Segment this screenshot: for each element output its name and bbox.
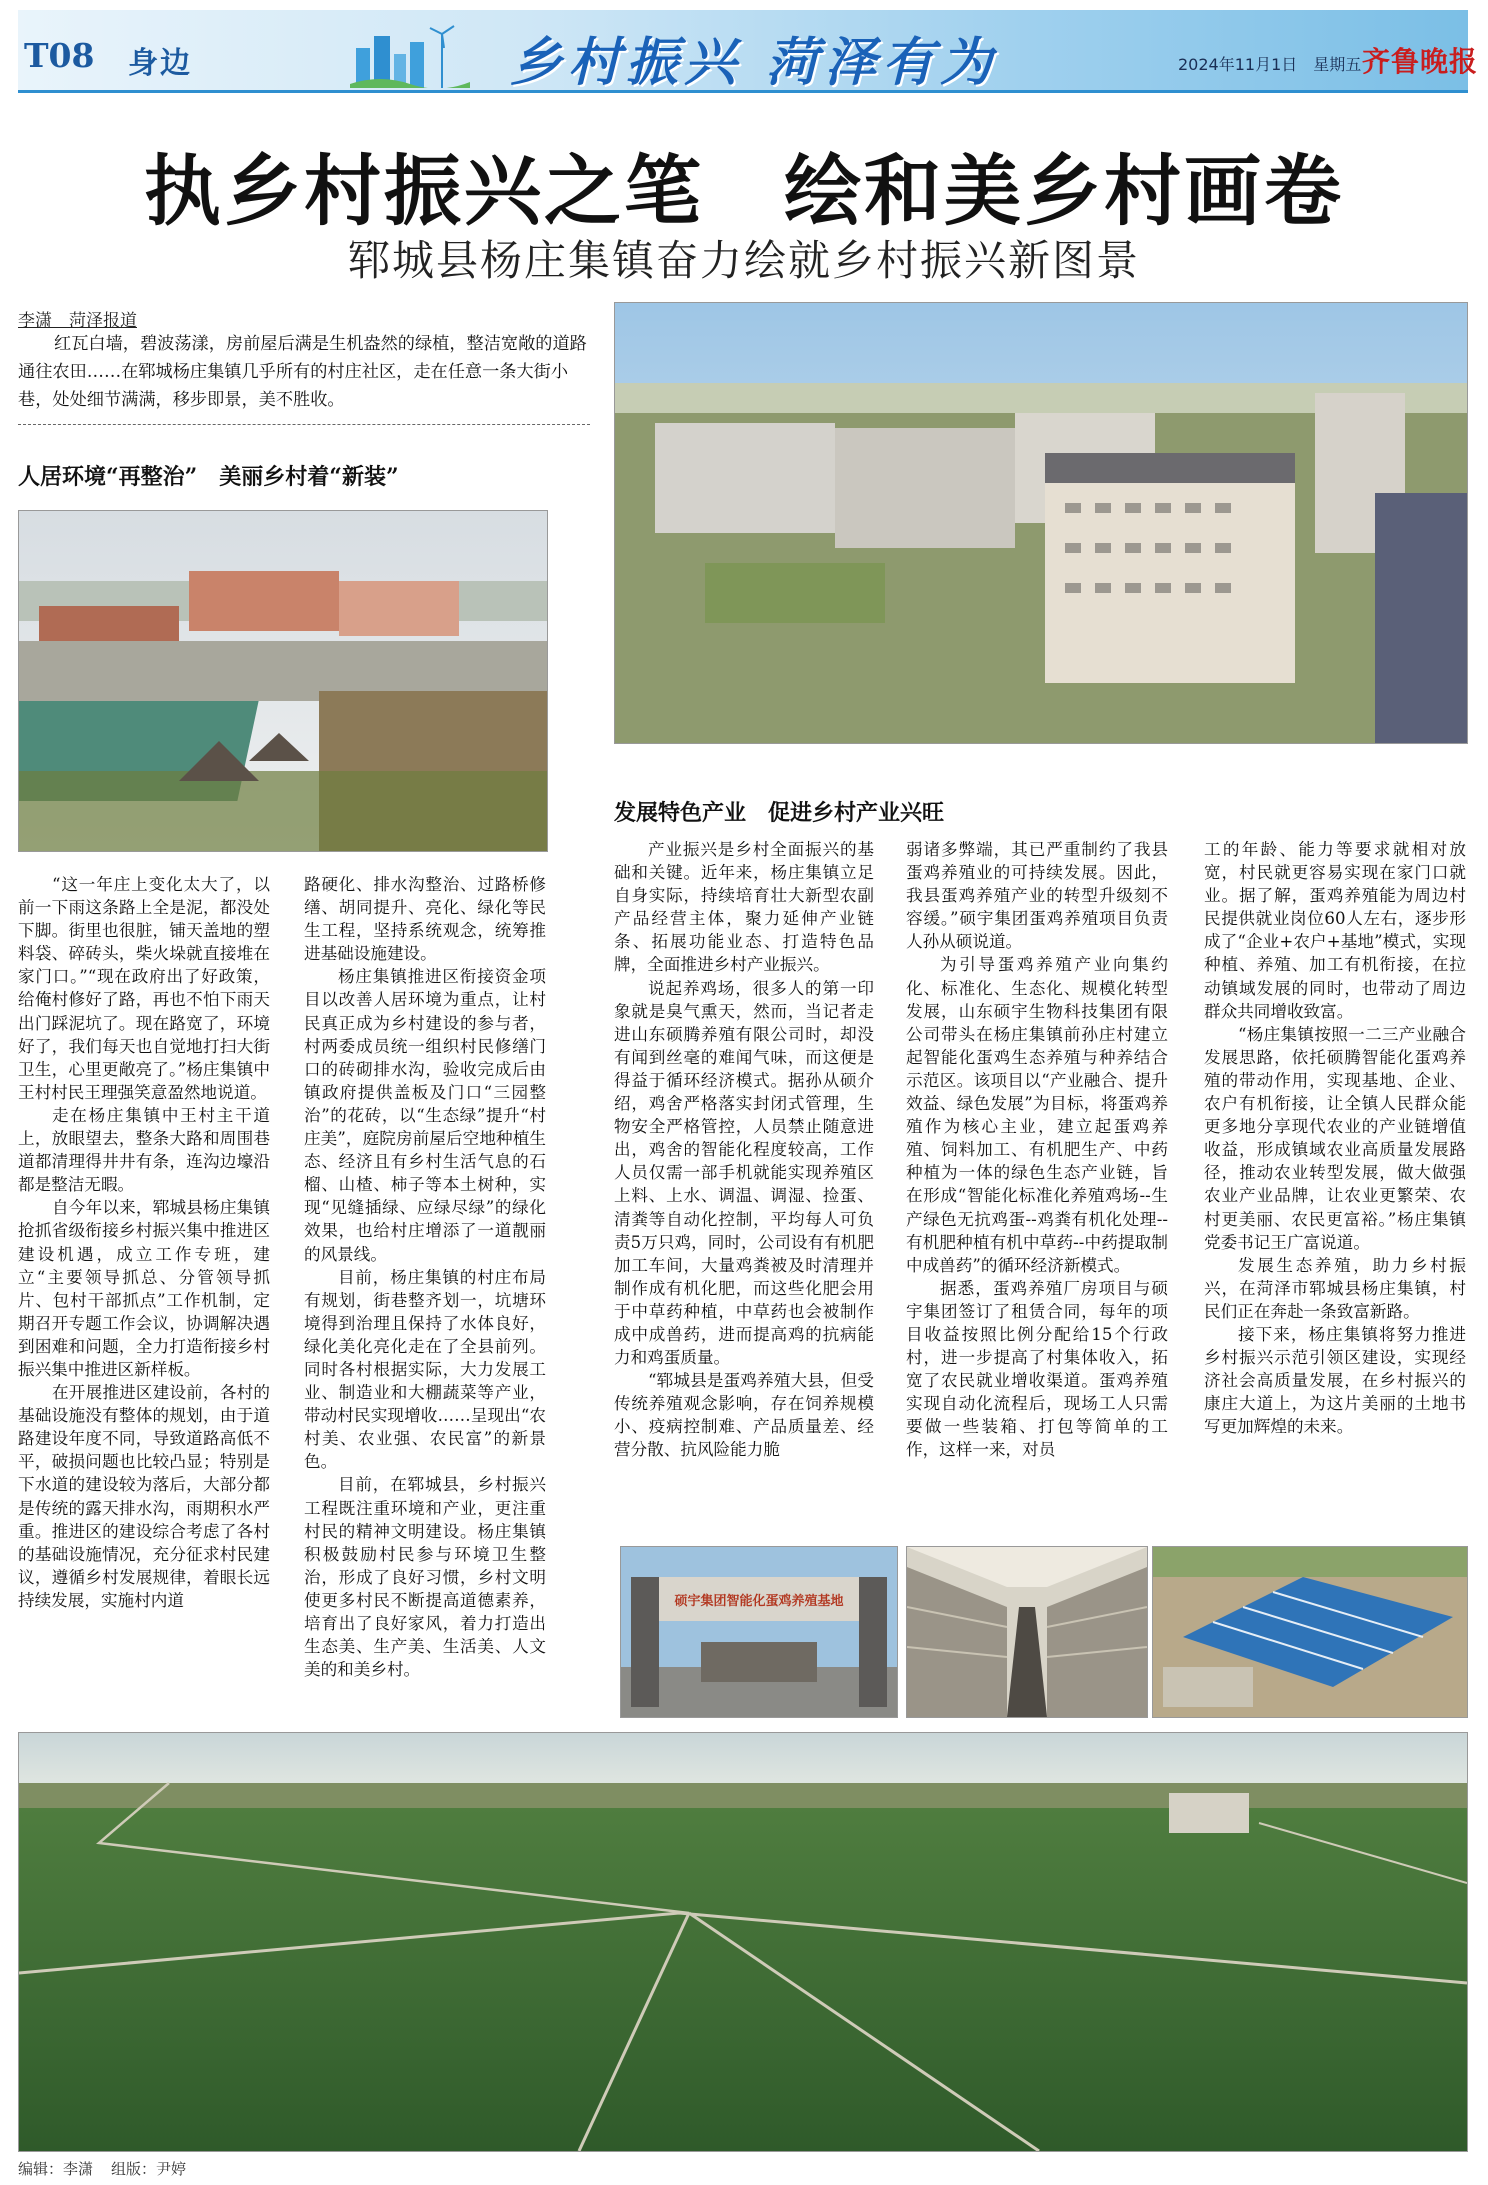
paragraph: 接下来，杨庄集镇将努力推进乡村振兴示范引领区建设，实现经济社会高质量发展，在乡村振兴的康庄大道上，为这片美丽的土地书写更加辉煌的未来。 (1204, 1324, 1466, 1437)
layout-credit: 组版：尹婷 (111, 2160, 187, 2178)
farm-gate-photo (620, 1546, 898, 1718)
gate-sign-text: 硕宇集团智能化蛋鸡养殖基地 (674, 1594, 844, 1609)
paragraph: 走在杨庄集镇中王村主干道上，放眼望去，整条大路和周围巷道都清理得井井有条，连沟边壕沿都是整洁无暇。 (18, 1105, 270, 1195)
body-column-5 (1204, 838, 1466, 1438)
issue-date: 2024年11月1日 星期五 (1178, 55, 1362, 74)
body-column-2 (304, 873, 546, 1681)
paragraph: 产业振兴是乡村全面振兴的基础和关键。近年来，杨庄集镇立足自身实际，持续培育壮大新型农副产品经营主体，聚力延伸产业链条、拓展功能业态、打造特色品牌，全面推进乡村产业振兴。 (614, 840, 874, 975)
paragraph: 工的年龄、能力等要求就相对放宽，村民就更容易实现在家门口就业。据了解，蛋鸡养殖能为周边村民提供就业岗位60人左右，逐步形成了“企业+农户+基地”模式，实现种植、养殖、加工有机衔接，在拉动镇域发展的同时，也带动了周边群众共同增收致富。 (1204, 840, 1466, 1021)
paragraph: 目前，杨庄集镇的村庄布局有规划，街巷整齐划一，坑塘环境得到治理且保持了水体良好，绿化美化亮化走在了全县前列。同时各村根据实际，大力发展工业、制造业和大棚蔬菜等产业，带动村民实现增收……呈现出“农村美、农业强、农民富”的新景色。 (304, 1267, 546, 1472)
body-column-3 (614, 838, 874, 1462)
skyline-illustration (350, 14, 470, 88)
paragraph: 弱诸多弊端，其已严重制约了我县蛋鸡养殖业的可持续发展。因此，我县蛋鸡养殖产业的转型升级刻不容缓。”硕宇集团蛋鸡养殖项目负责人孙从硕说道。 (906, 840, 1168, 952)
page-footer (18, 2158, 204, 2179)
paragraph: “这一年庄上变化太大了，以前一下雨这条路上全是泥，都没处下脚。街里也很脏，铺天盖地的塑料袋、碎砖头，柴火垛就直接堆在家门口。”“现在政府出了好政策，给俺村修好了路，再也不怕下雨天出门踩泥坑了。现在路宽了，环境好了，我们每天也自觉地打扫大街卫生，心里更敞亮了。”杨庄集镇中王村村民王理强笑意盈然地说道。 (18, 875, 270, 1102)
farmland-aerial-photo (18, 1732, 1468, 2152)
paragraph: 路硬化、排水沟整治、过路桥修缮、胡同提升、亮化、绿化等民生工程，坚持系统观念，统筹推进基础设施建设。 (304, 875, 546, 964)
body-column-4 (906, 838, 1168, 1462)
paragraph: 自今年以来，郓城县杨庄集镇抢抓省级衔接乡村振兴集中推进区建设机遇，成立工作专班，建立“主要领导抓总、分管领导抓片、包村干部抓点”工作机制，定期召开专题工作会议，协调解决遇到困难和问题，全力打造衔接乡村振兴集中推进区新样板。 (18, 1198, 270, 1379)
body-column-1 (18, 873, 270, 1612)
section2-heading: 发展特色产业 促进乡村产业兴旺 (614, 800, 945, 826)
paragraph: 据悉，蛋鸡养殖厂房项目与硕宇集团签订了租赁合同，每年的项目收益按照比例分配给15个行政村，进一步提高了村集体收入，拓宽了农民就业增收渠道。蛋鸡养殖实现自动化流程后，现场工人只需要做一些装箱、打包等简单的工作，这样一来，对员 (906, 1278, 1168, 1460)
town-square-photo (18, 510, 548, 852)
residential-buildings-photo (614, 302, 1468, 744)
paragraph: 说起养鸡场，很多人的第一印象就是臭气熏天，然而，当记者走进山东硕腾养殖有限公司时，却没有闻到丝毫的难闻气味，而这便是得益于循环经济模式。据孙从硕介绍，鸡舍严格落实封闭式管理，生物安全严格管控，人员禁止随意进出，鸡舍的智能化程度较高，工作人员仅需一部手机就能实现养殖区上料、上水、调温、调湿、捡蛋、清粪等自动化控制，平均每人可负责5万只鸡，同时，公司设有有机肥加工车间，大量鸡粪被及时清理并制作成有机化肥，而这些化肥会用于中草药种植，中草药也会被制作成中成兽药，进而提高鸡的抗病能力和鸡蛋质量。 (614, 978, 874, 1368)
paragraph: 杨庄集镇推进区衔接资金项目以改善人居环境为重点，让村民真正成为乡村建设的参与者，村两委成员统一组织村民修缮门口的砖砌排水沟，验收完成后由镇政府提供盖板及门口“三园整治”的花砖，以“生态绿”提升“村庄美”，庭院房前屋后空地种植生态、经济且有乡村生活气息的石榴、山楂、柿子等本土树种，实现“见缝插绿、应绿尽绿”的绿化效果，也给村庄增添了一道靓丽的风景线。 (304, 967, 546, 1264)
section-name: 身边 (128, 46, 192, 81)
editor-credit: 编辑：李潇 (18, 2160, 94, 2178)
hen-house-interior-photo (906, 1546, 1148, 1718)
lead-paragraph: 红瓦白墙，碧波荡漾，房前屋后满是生机盎然的绿植，整洁宽敞的道路通往农田……在郓城杨庄集镇几乎所有的村庄社区，走在任意一条大街小巷，处处细节满满，移步即景，美不胜收。 (18, 334, 587, 410)
hen-house-aerial-photo (1152, 1546, 1468, 1718)
divider (18, 424, 590, 425)
paragraph: “郓城县是蛋鸡养殖大县，但受传统养殖观念影响，存在饲养规模小、疫病控制难、产品质量差、经营分散、抗风险能力脆 (614, 1371, 874, 1460)
article-title: 执乡村振兴之笔 绘和美乡村画卷 (144, 147, 1344, 237)
section1-heading: 人居环境“再整治” 美丽乡村着“新装” (18, 464, 399, 490)
paragraph: 为引导蛋鸡养殖产业向集约化、标准化、生态化、规模化转型发展，山东硕宇生物科技集团有限公司带头在杨庄集镇前孙庄村建立起智能化蛋鸡生态养殖与种养结合示范区。该项目以“产业融合、提升效益、绿色发展”为目标，将蛋鸡养殖作为核心主业，建立起蛋鸡养殖、饲料加工、有机肥生产、中药种植为一体的绿色生态产业链，旨在形成“智能化标准化养殖鸡场--生产绿色无抗鸡蛋--鸡粪有机化处理--有机肥种植有机中草药--中药提取制中成兽药”的循环经济新模式。 (906, 955, 1168, 1275)
paragraph: “杨庄集镇按照一二三产业融合发展思路，依托硕腾智能化蛋鸡养殖的带动作用，实现基地、企业、农户有机衔接，让全镇人民群众能更多地分享现代农业的产业链增值收益，形成镇域农业高质量发展路径，推动农业转型发展，做大做强农业产业品牌，让农业更繁荣、农村更美丽、农民更富裕。”杨庄集镇党委书记王广富说道。 (1204, 1024, 1466, 1252)
paragraph: 在开展推进区建设前，各村的基础设施没有整体的规划，由于道路建设年度不同，导致道路高低不平，破损问题也比较凸显；特别是下水道的建设较为落后，大部分都是传统的露天排水沟，雨期积水严重。推进区的建设综合考虑了各村的基础设施情况，充分征求村民建议，遵循乡村发展规律，着眼长远持续发展，实施村内道 (18, 1383, 270, 1610)
paragraph: 发展生态养殖，助力乡村振兴，在菏泽市郓城县杨庄集镇，村民们正在奔赴一条致富新路。 (1204, 1255, 1466, 1321)
page-code: T08 (24, 36, 95, 75)
theme-slogan: 乡村振兴 菏泽有为 (510, 33, 999, 93)
newspaper-brand: 齐鲁晚报 (1362, 45, 1479, 78)
paragraph: 目前，在郓城县，乡村振兴工程既注重环境和产业，更注重村民的精神文明建设。杨庄集镇积极鼓励村民参与环境卫生整治，形成了良好习惯，乡村文明使更多村民不断提高道德素养，培育出了良好家风，着力打造出生态美、生产美、生活美、人文美的和美乡村。 (304, 1475, 546, 1680)
byline: 李潇 菏泽报道 (18, 311, 137, 331)
article-subtitle: 郓城县杨庄集镇奋力绘就乡村振兴新图景 (347, 236, 1140, 285)
